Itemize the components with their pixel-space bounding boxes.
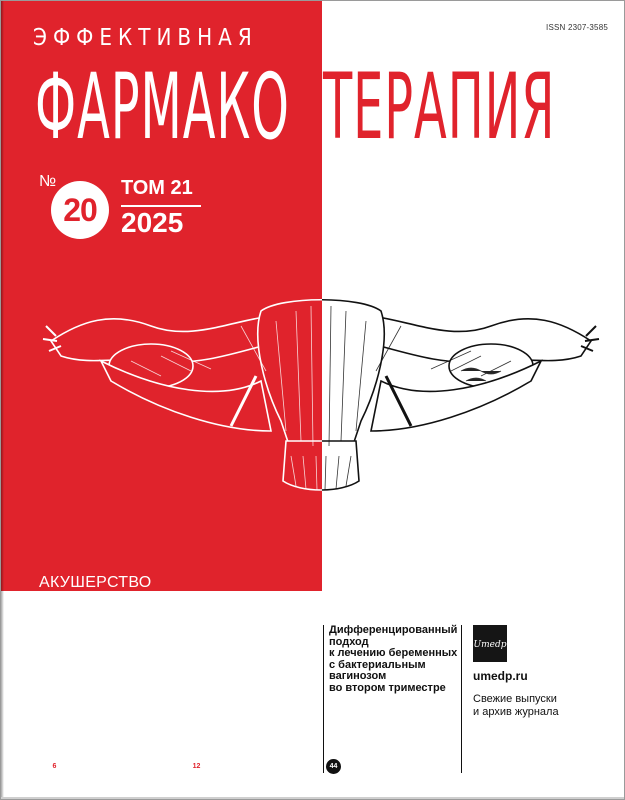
- section-title-line2: И ГИНЕКОЛОГИЯ № 2: [39, 593, 214, 610]
- issue-number: 20: [63, 191, 97, 228]
- umedp-logo-text: Umedp: [473, 640, 507, 650]
- issue-year: 2025: [121, 207, 184, 238]
- issn-number: ISSN 2307-3585: [546, 23, 608, 32]
- article-divider: [41, 625, 42, 773]
- article-divider: [323, 625, 324, 773]
- issue-number-sign: №: [39, 173, 57, 190]
- article-page-badge: 6: [47, 759, 62, 774]
- uterus-illustration-icon: [41, 281, 601, 511]
- section-title: [39, 573, 319, 611]
- brand-top-word: ЭФФЕКТИВНАЯ: [33, 23, 258, 51]
- umedp-logo: [473, 625, 507, 662]
- article-page-badge: 44: [326, 759, 341, 774]
- article-page-badge: 12: [189, 759, 204, 774]
- promo-text: Свежие выпуски и архив журнала: [473, 693, 559, 718]
- brand-word-right: ТЕРАПИЯ: [323, 55, 556, 161]
- article-title: Эффективность трансдермальной гормональной системы на основе этинилэстрадиола и норэлгестромина при первичной дисменорее: [47, 624, 167, 718]
- article-teaser: [329, 625, 469, 695]
- article-teaser: [189, 625, 319, 718]
- article-title: Дифференцированный подход к лечению беременных с бактериальным вагинозом во втором триместре: [329, 624, 458, 694]
- article-title: Место современных лекарственных препаратов для нормализации микрофлоры мочеполовой системы в комплексной терапии вагинальных инфекций: [189, 624, 309, 718]
- brand-word-left: ФАРМАКО: [35, 55, 290, 161]
- article-teaser: [47, 625, 177, 718]
- issue-number-badge: [51, 181, 109, 239]
- website-url: umedp.ru: [473, 669, 528, 683]
- page-edge-shadow: [1, 1, 4, 799]
- article-divider: [183, 625, 184, 773]
- section-title-line1: АКУШЕРСТВО: [39, 574, 152, 591]
- page-edge-shadow: [1, 797, 624, 799]
- volume-label: ТОМ 21: [121, 177, 193, 199]
